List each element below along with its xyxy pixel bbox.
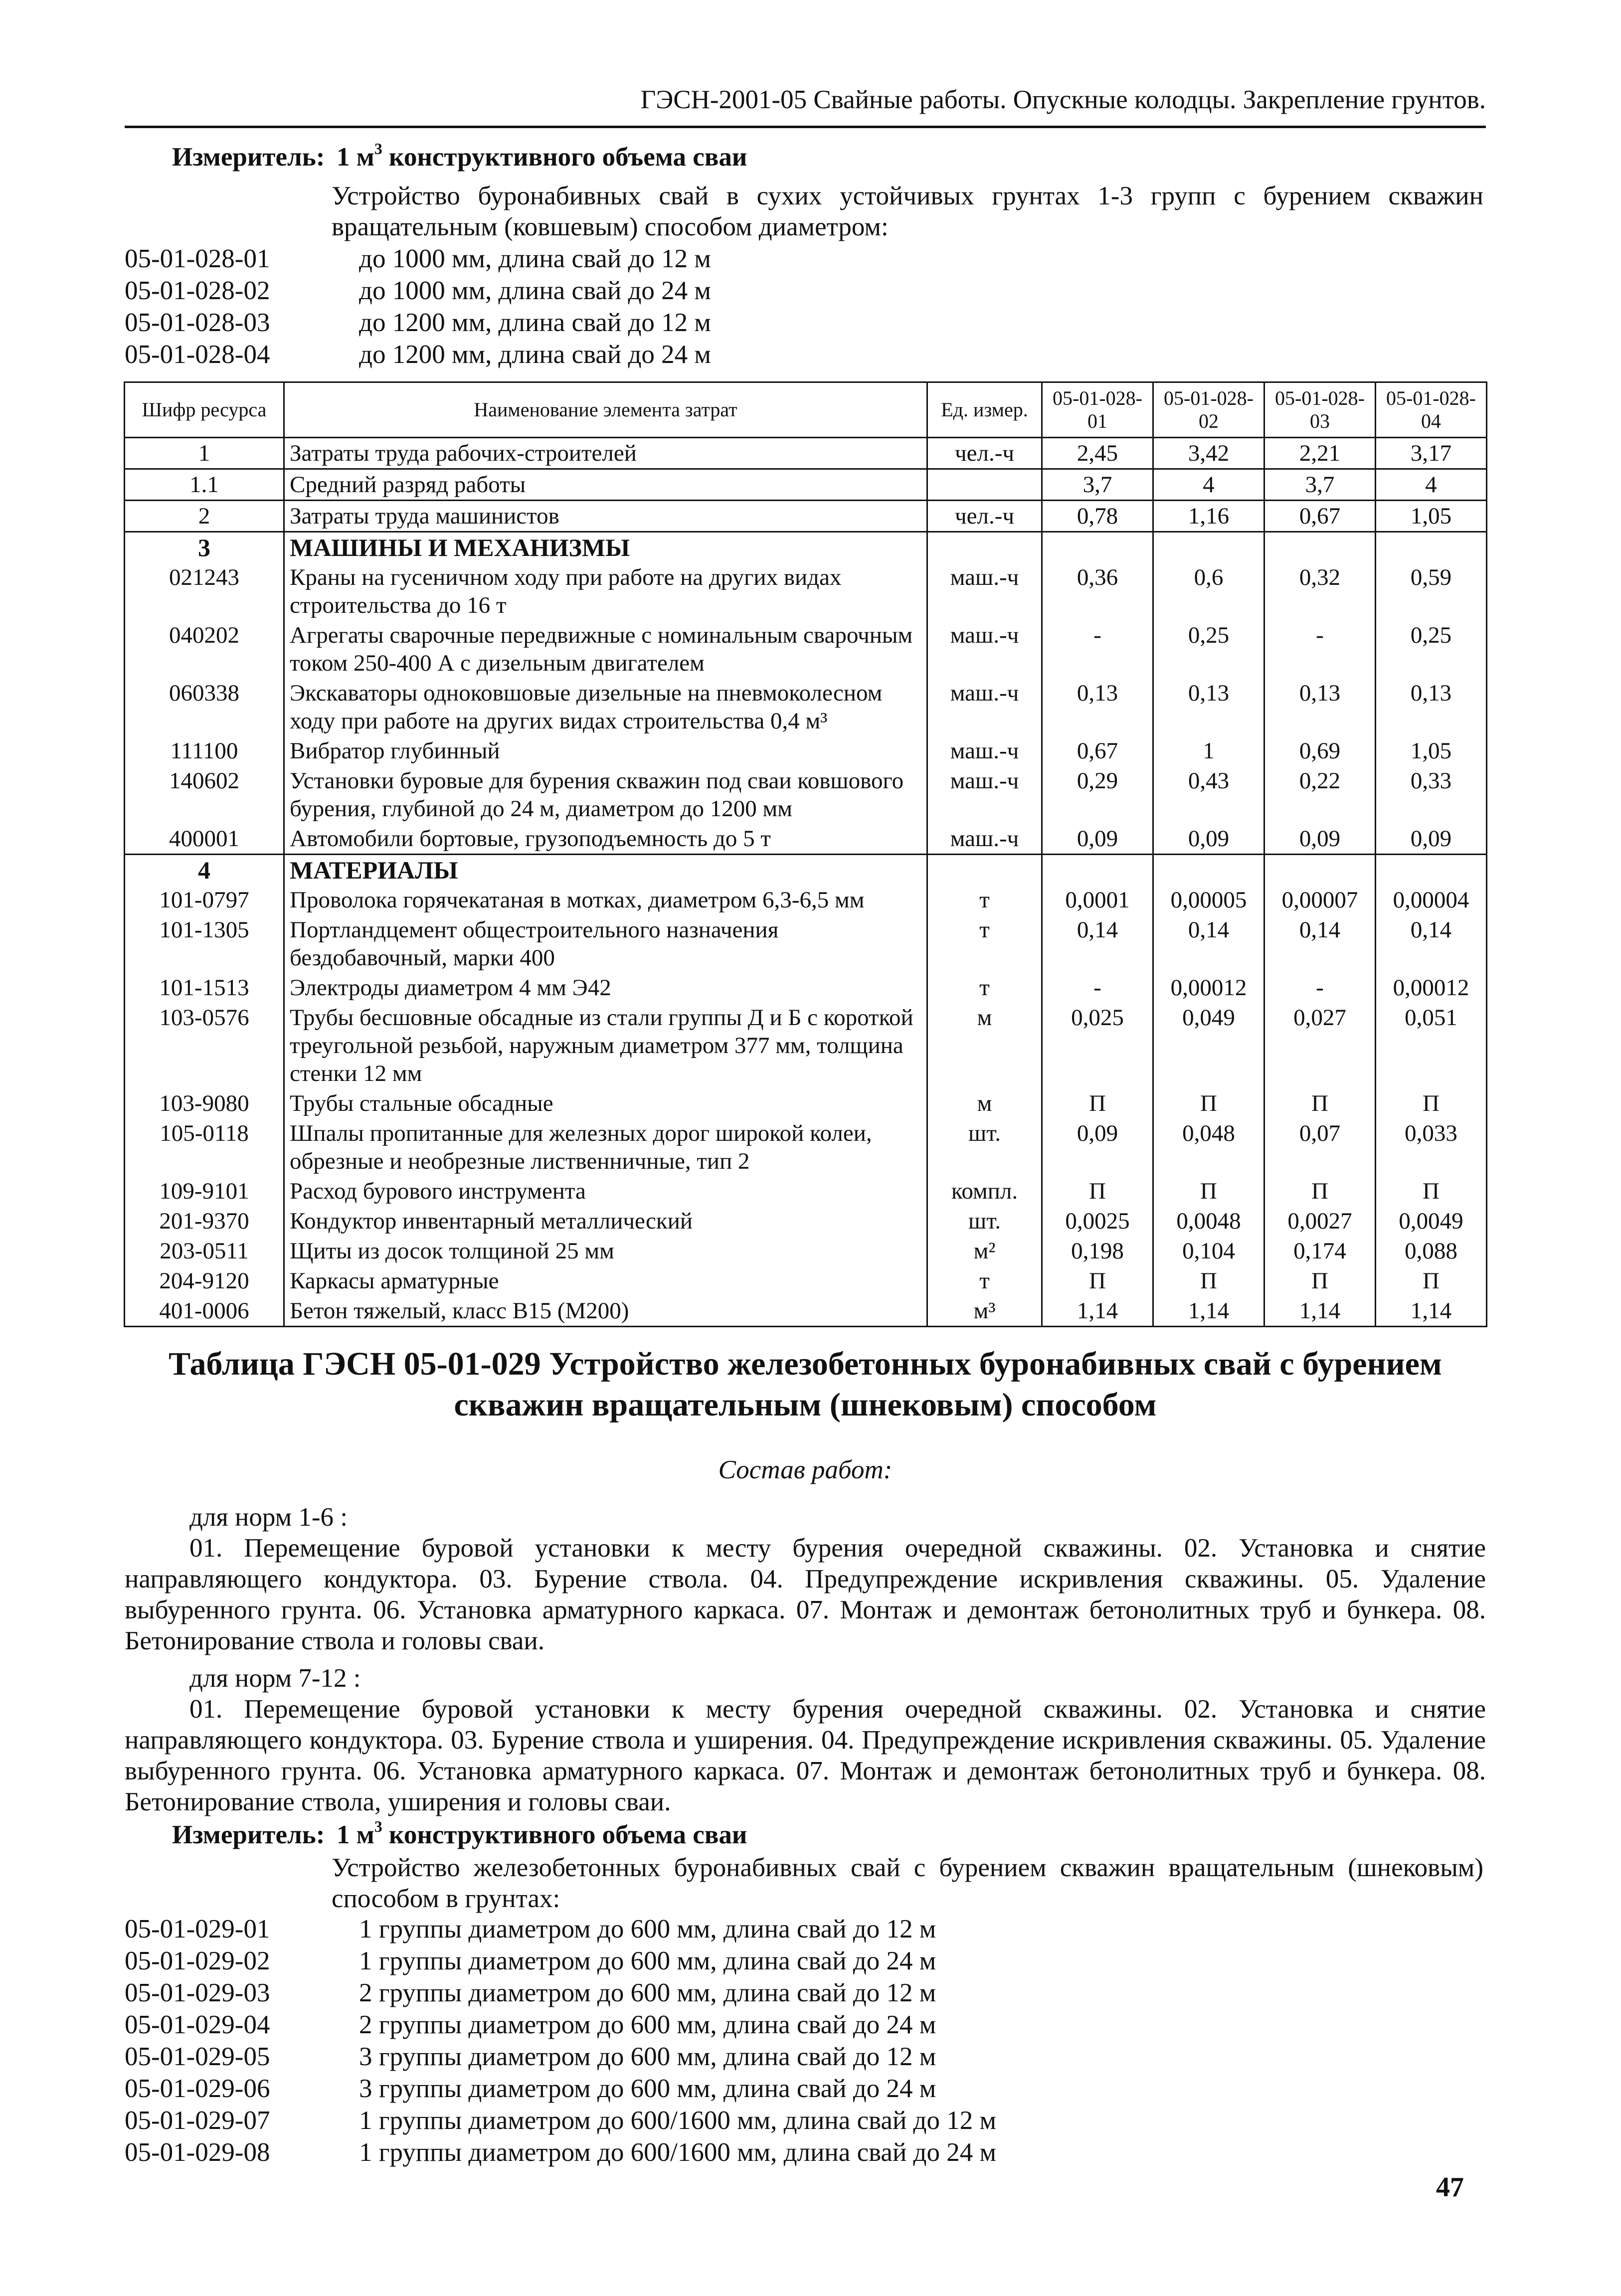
- cell-unit: маш.-ч: [927, 678, 1042, 736]
- cell-value: -: [1042, 620, 1153, 678]
- cell-value: 4: [1376, 469, 1487, 501]
- cell-value: 2,21: [1264, 438, 1376, 469]
- cell-code: 101-0797: [125, 885, 284, 915]
- cell-code: 103-0576: [125, 1003, 284, 1088]
- norm-code: 05-01-029-07: [125, 2106, 270, 2135]
- th-c2: 05-01-028-02: [1153, 382, 1264, 438]
- cell-value: 1: [1153, 736, 1264, 766]
- norm-text: 1 группы диаметром до 600 мм, длина свай до 24 м: [359, 1946, 936, 1975]
- t2-norm-row: [125, 1977, 936, 2008]
- cell-value: [1153, 532, 1264, 563]
- cell-name: Средний разряд работы: [284, 469, 927, 501]
- norm-code: 05-01-029-02: [125, 1946, 270, 1975]
- t2-measure-text-pre: 1 м: [337, 1820, 374, 1849]
- cell-name: Бетон тяжелый, класс В15 (М200): [284, 1296, 927, 1327]
- cell-value: 0,027: [1264, 1003, 1376, 1088]
- for-norms-1-6: для норм 1-6 :: [189, 1503, 348, 1532]
- th-c4: 05-01-028-04: [1376, 382, 1487, 438]
- table-row: [125, 1118, 1487, 1176]
- cell-code: 103-9080: [125, 1088, 284, 1118]
- norm-text: до 1200 мм, длина свай до 12 м: [359, 308, 711, 337]
- norm-text: до 1000 мм, длина свай до 12 м: [359, 244, 711, 273]
- t2-description: Устройство железобетонных буронабивных свай с бурением скважин вращательным (шнековым) способом в грунтах:: [332, 1853, 1483, 1913]
- cell-unit: [927, 855, 1042, 885]
- cell-value: П: [1376, 1176, 1487, 1206]
- cell-value: 0,049: [1153, 1003, 1264, 1088]
- t1-measure: [172, 142, 747, 172]
- cell-unit: м: [927, 1003, 1042, 1088]
- cell-value: [1042, 855, 1153, 885]
- cell-value: П: [1042, 1176, 1153, 1206]
- cell-unit: компл.: [927, 1176, 1042, 1206]
- cell-value: П: [1264, 1266, 1376, 1296]
- cell-unit: чел.-ч: [927, 501, 1042, 532]
- cell-name: Краны на гусеничном ходу при работе на других видах строительства до 16 т: [284, 562, 927, 620]
- table-row: [125, 1003, 1487, 1088]
- cell-name: Установки буровые для бурения скважин под сваи ковшового бурения, глубиной до 24 м, диаметром до 1200 мм: [284, 766, 927, 824]
- cell-value: 0,033: [1376, 1118, 1487, 1176]
- cell-value: 1,14: [1376, 1296, 1487, 1327]
- cell-value: 0,67: [1264, 501, 1376, 532]
- cell-value: -: [1042, 973, 1153, 1003]
- cell-value: 0,104: [1153, 1236, 1264, 1266]
- cell-unit: т: [927, 1266, 1042, 1296]
- cell-value: 0,13: [1042, 678, 1153, 736]
- cell-value: 0,0048: [1153, 1206, 1264, 1236]
- page-number: 47: [1436, 2172, 1464, 2203]
- table-row: [125, 736, 1487, 766]
- th-unit: Ед. измер.: [927, 382, 1042, 438]
- cell-value: П: [1376, 1088, 1487, 1118]
- cell-value: 2,45: [1042, 438, 1153, 469]
- cell-name: Проволока горячекатаная в мотках, диаметром 6,3-6,5 мм: [284, 885, 927, 915]
- cell-value: 0,09: [1042, 824, 1153, 855]
- norm-code: 05-01-029-01: [125, 1915, 270, 1943]
- cell-code: 401-0006: [125, 1296, 284, 1327]
- cell-value: 0,025: [1042, 1003, 1153, 1088]
- table2-title: [125, 1344, 1486, 1425]
- cell-code: 101-1513: [125, 973, 284, 1003]
- cell-value: 0,14: [1376, 915, 1487, 973]
- cell-value: 1,05: [1376, 736, 1487, 766]
- cell-value: 0,00007: [1264, 885, 1376, 915]
- cell-name: Кондуктор инвентарный металлический: [284, 1206, 927, 1236]
- table-row: [125, 438, 1487, 469]
- cell-name: Щиты из досок толщиной 25 мм: [284, 1236, 927, 1266]
- t1-measure-label: Измеритель:: [172, 143, 325, 172]
- norms-7-12-block: [125, 1663, 1486, 1817]
- table-row: [125, 766, 1487, 824]
- cell-value: 0,0027: [1264, 1206, 1376, 1236]
- cell-value: [1376, 855, 1487, 885]
- cell-value: П: [1376, 1266, 1487, 1296]
- cell-value: 0,29: [1042, 766, 1153, 824]
- table-row: [125, 532, 1487, 563]
- cell-value: [1264, 532, 1376, 563]
- cell-value: 3,17: [1376, 438, 1487, 469]
- t2-measure: [172, 1817, 747, 1850]
- header-rule: [125, 126, 1486, 128]
- cell-unit: маш.-ч: [927, 766, 1042, 824]
- norm-code: 05-01-028-04: [125, 340, 270, 369]
- cell-unit: [927, 469, 1042, 501]
- t2-norm-row: [125, 2009, 936, 2040]
- cell-unit: маш.-ч: [927, 562, 1042, 620]
- table-row: [125, 1296, 1487, 1327]
- cell-value: 0,14: [1264, 915, 1376, 973]
- table-body: [125, 438, 1487, 1327]
- cell-unit: м: [927, 1088, 1042, 1118]
- cell-name: Автомобили бортовые, грузоподъемность до 5 т: [284, 824, 927, 855]
- t2-measure-sup: 3: [374, 1817, 382, 1835]
- norm-text: до 1200 мм, длина свай до 24 м: [359, 340, 711, 369]
- cell-value: 0,09: [1153, 824, 1264, 855]
- norm-code: 05-01-028-03: [125, 308, 270, 337]
- t1-norm-row: [125, 339, 711, 370]
- norm-text: 3 группы диаметром до 600 мм, длина свай до 24 м: [359, 2074, 936, 2103]
- cell-value: П: [1042, 1088, 1153, 1118]
- cell-unit: маш.-ч: [927, 620, 1042, 678]
- cell-value: 0,00012: [1153, 973, 1264, 1003]
- cell-code: 204-9120: [125, 1266, 284, 1296]
- cell-value: 0,43: [1153, 766, 1264, 824]
- cell-value: П: [1042, 1266, 1153, 1296]
- cell-value: 0,25: [1153, 620, 1264, 678]
- t2-norm-row: [125, 2073, 936, 2104]
- cell-value: П: [1153, 1176, 1264, 1206]
- cell-name: Вибратор глубинный: [284, 736, 927, 766]
- table-row: [125, 1088, 1487, 1118]
- cell-value: 1,14: [1264, 1296, 1376, 1327]
- cell-code: 201-9370: [125, 1206, 284, 1236]
- cell-value: 0,32: [1264, 562, 1376, 620]
- cell-code: 2: [125, 501, 284, 532]
- cell-value: 1,05: [1376, 501, 1487, 532]
- t1-norm-row: [125, 243, 711, 274]
- table-row: [125, 469, 1487, 501]
- cell-code: 060338: [125, 678, 284, 736]
- cell-unit: маш.-ч: [927, 824, 1042, 855]
- cell-name: Агрегаты сварочные передвижные с номинальным сварочным током 250-400 А с дизельным двигателем: [284, 620, 927, 678]
- t1-measure-text-pre: 1 м: [337, 143, 374, 172]
- t2-measure-label: Измеритель:: [172, 1820, 325, 1849]
- norm-code: 05-01-029-05: [125, 2042, 270, 2071]
- cell-unit: шт.: [927, 1206, 1042, 1236]
- cell-value: 0,051: [1376, 1003, 1487, 1088]
- cell-name: Шпалы пропитанные для железных дорог широкой колеи, обрезные и необрезные лиственничные, тип 2: [284, 1118, 927, 1176]
- cell-value: 0,14: [1153, 915, 1264, 973]
- cell-value: 4: [1153, 469, 1264, 501]
- cell-unit: м²: [927, 1236, 1042, 1266]
- table-row: [125, 973, 1487, 1003]
- cell-code: 109-9101: [125, 1176, 284, 1206]
- t1-measure-sup: 3: [374, 140, 382, 158]
- cell-value: 0,0025: [1042, 1206, 1153, 1236]
- cell-code: 040202: [125, 620, 284, 678]
- cell-value: 0,69: [1264, 736, 1376, 766]
- cell-value: 0,33: [1376, 766, 1487, 824]
- norm-text: 1 группы диаметром до 600 мм, длина свай до 12 м: [359, 1915, 936, 1943]
- cell-value: 0,088: [1376, 1236, 1487, 1266]
- cell-value: [1153, 855, 1264, 885]
- norm-code: 05-01-029-04: [125, 2010, 270, 2039]
- composition-title: Состав работ:: [718, 1455, 893, 1484]
- cell-code: 140602: [125, 766, 284, 824]
- norm-text: 2 группы диаметром до 600 мм, длина свай до 12 м: [359, 1978, 936, 2007]
- resource-table: [124, 381, 1487, 1327]
- norm-text: 1 группы диаметром до 600/1600 мм, длина свай до 24 м: [359, 2138, 997, 2167]
- table-row: [125, 1266, 1487, 1296]
- cell-unit: [927, 532, 1042, 563]
- running-header: ГЭСН-2001-05 Свайные работы. Опускные колодцы. Закрепление грунтов.: [640, 85, 1486, 114]
- cell-name: Трубы стальные обсадные: [284, 1088, 927, 1118]
- cell-value: 0,09: [1264, 824, 1376, 855]
- norm-text: до 1000 мм, длина свай до 24 м: [359, 276, 711, 305]
- table-row: [125, 915, 1487, 973]
- cell-name: МАШИНЫ И МЕХАНИЗМЫ: [284, 532, 927, 563]
- cell-value: 0,59: [1376, 562, 1487, 620]
- cell-unit: шт.: [927, 1118, 1042, 1176]
- norm-code: 05-01-029-08: [125, 2138, 270, 2167]
- table-row: [125, 501, 1487, 532]
- cell-code: 111100: [125, 736, 284, 766]
- cell-code: 203-0511: [125, 1236, 284, 1266]
- cell-unit: маш.-ч: [927, 736, 1042, 766]
- cell-value: -: [1264, 973, 1376, 1003]
- cell-code: 4: [125, 855, 284, 885]
- cell-value: П: [1264, 1088, 1376, 1118]
- cell-code: 105-0118: [125, 1118, 284, 1176]
- cell-code: 021243: [125, 562, 284, 620]
- th-c1: 05-01-028-01: [1042, 382, 1153, 438]
- table-row: [125, 1176, 1487, 1206]
- cell-code: 101-1305: [125, 915, 284, 973]
- cell-value: [1264, 855, 1376, 885]
- cell-value: 0,13: [1376, 678, 1487, 736]
- cell-value: П: [1264, 1176, 1376, 1206]
- cell-value: 0,07: [1264, 1118, 1376, 1176]
- cell-value: 0,6: [1153, 562, 1264, 620]
- cell-value: 0,14: [1042, 915, 1153, 973]
- table-header-row: [125, 382, 1487, 438]
- th-c3: 05-01-028-03: [1264, 382, 1376, 438]
- norm-code: 05-01-028-02: [125, 276, 270, 305]
- cell-value: 1,16: [1153, 501, 1264, 532]
- t1-norm-row: [125, 275, 711, 306]
- table-row: [125, 1206, 1487, 1236]
- cell-value: 3,7: [1264, 469, 1376, 501]
- cell-value: [1376, 532, 1487, 563]
- works-7-12: 01. Перемещение буровой установки к месту бурения очередной скважины. 02. Установка и снятие направляющего кондуктора. 03. Бурение ствола и уширения. 04. Предупреждение искривления скважины. 05. Удаление выбуренного грунта. 06. Установка арматурного каркаса. 07. Монтаж и демонтаж бетонолитных труб и бункера. 08. Бетонирование ствола, уширения и головы сваи.: [125, 1695, 1486, 1816]
- cell-value: 1,14: [1042, 1296, 1153, 1327]
- cell-name: Трубы бесшовные обсадные из стали группы Д и Б с короткой треугольной резьбой, наружным диаметром 377 мм, толщина стенки 12 мм: [284, 1003, 927, 1088]
- cell-value: 0,00004: [1376, 885, 1487, 915]
- table-row: [125, 562, 1487, 620]
- table-row: [125, 1236, 1487, 1266]
- cell-value: 0,13: [1264, 678, 1376, 736]
- cell-value: 0,00012: [1376, 973, 1487, 1003]
- cell-value: 0,174: [1264, 1236, 1376, 1266]
- cell-value: 0,0049: [1376, 1206, 1487, 1236]
- table-row: [125, 824, 1487, 855]
- cell-value: 3,7: [1042, 469, 1153, 501]
- cell-unit: т: [927, 973, 1042, 1003]
- cell-name: Расход бурового инструмента: [284, 1176, 927, 1206]
- cell-value: 0,25: [1376, 620, 1487, 678]
- norm-code: 05-01-029-03: [125, 1978, 270, 2007]
- cell-name: Электроды диаметром 4 мм Э42: [284, 973, 927, 1003]
- cell-value: 0,78: [1042, 501, 1153, 532]
- cell-value: 0,22: [1264, 766, 1376, 824]
- cell-code: 3: [125, 532, 284, 563]
- cell-value: 0,09: [1376, 824, 1487, 855]
- norm-text: 3 группы диаметром до 600 мм, длина свай до 12 м: [359, 2042, 936, 2071]
- table-row: [125, 885, 1487, 915]
- cell-value: 0,13: [1153, 678, 1264, 736]
- cell-value: П: [1153, 1088, 1264, 1118]
- cell-code: 1.1: [125, 469, 284, 501]
- cell-name: Каркасы арматурные: [284, 1266, 927, 1296]
- cell-value: 1,14: [1153, 1296, 1264, 1327]
- cell-value: 3,42: [1153, 438, 1264, 469]
- t2-norm-row: [125, 2105, 996, 2136]
- cell-name: Затраты труда рабочих-строителей: [284, 438, 927, 469]
- cell-name: Экскаваторы одноковшовые дизельные на пневмоколесном ходу при работе на других видах строительства 0,4 м³: [284, 678, 927, 736]
- table-row: [125, 678, 1487, 736]
- cell-value: 0,00005: [1153, 885, 1264, 915]
- cell-unit: т: [927, 885, 1042, 915]
- th-code: Шифр ресурса: [125, 382, 284, 438]
- norm-code: 05-01-028-01: [125, 244, 270, 273]
- cell-unit: т: [927, 915, 1042, 973]
- cell-value: 0,67: [1042, 736, 1153, 766]
- table-row: [125, 620, 1487, 678]
- t1-description: Устройство буронабивных свай в сухих устойчивых грунтах 1-3 групп с бурением скважин вращательным (ковшевым) способом диаметром:: [332, 181, 1483, 241]
- for-norms-7-12: для норм 7-12 :: [189, 1664, 361, 1693]
- table-row: [125, 855, 1487, 885]
- cell-value: 0,048: [1153, 1118, 1264, 1176]
- cell-name: МАТЕРИАЛЫ: [284, 855, 927, 885]
- table2-title-line2: скважин вращательным (шнековым) способом: [454, 1387, 1157, 1423]
- th-name: Наименование элемента затрат: [284, 382, 927, 438]
- cell-value: -: [1264, 620, 1376, 678]
- cell-value: 0,198: [1042, 1236, 1153, 1266]
- t2-norm-row: [125, 1914, 936, 1944]
- cell-value: [1042, 532, 1153, 563]
- cell-unit: чел.-ч: [927, 438, 1042, 469]
- norm-code: 05-01-029-06: [125, 2074, 270, 2103]
- t2-norm-row: [125, 2137, 996, 2168]
- cell-value: 0,09: [1042, 1118, 1153, 1176]
- t1-measure-text-post: конструктивного объема сваи: [382, 143, 747, 172]
- norm-text: 2 группы диаметром до 600 мм, длина свай до 24 м: [359, 2010, 936, 2039]
- cell-code: 1: [125, 438, 284, 469]
- cell-value: П: [1153, 1266, 1264, 1296]
- t2-norm-row: [125, 1945, 936, 1976]
- cell-code: 400001: [125, 824, 284, 855]
- cell-value: 0,36: [1042, 562, 1153, 620]
- table2-title-line1: Таблица ГЭСН 05-01-029 Устройство железобетонных буронабивных свай с бурением: [169, 1346, 1442, 1382]
- norms-1-6-block: [125, 1502, 1486, 1656]
- cell-name: Портландцемент общестроительного назначения бездобавочный, марки 400: [284, 915, 927, 973]
- cell-unit: м³: [927, 1296, 1042, 1327]
- t1-norm-row: [125, 307, 711, 338]
- cell-value: 0,0001: [1042, 885, 1153, 915]
- cell-name: Затраты труда машинистов: [284, 501, 927, 532]
- t2-norm-row: [125, 2041, 936, 2072]
- t2-measure-text-post: конструктивного объема сваи: [382, 1820, 747, 1849]
- norm-text: 1 группы диаметром до 600/1600 мм, длина свай до 12 м: [359, 2106, 997, 2135]
- works-1-6: 01. Перемещение буровой установки к месту бурения очередной скважины. 02. Установка и снятие направляющего кондуктора. 03. Бурение ствола. 04. Предупреждение искривления скважины. 05. Удаление выбуренного грунта. 06. Установка арматурного каркаса. 07. Монтаж и демонтаж бетонолитных труб и бункера. 08. Бетонирование ствола и головы сваи.: [125, 1534, 1486, 1655]
